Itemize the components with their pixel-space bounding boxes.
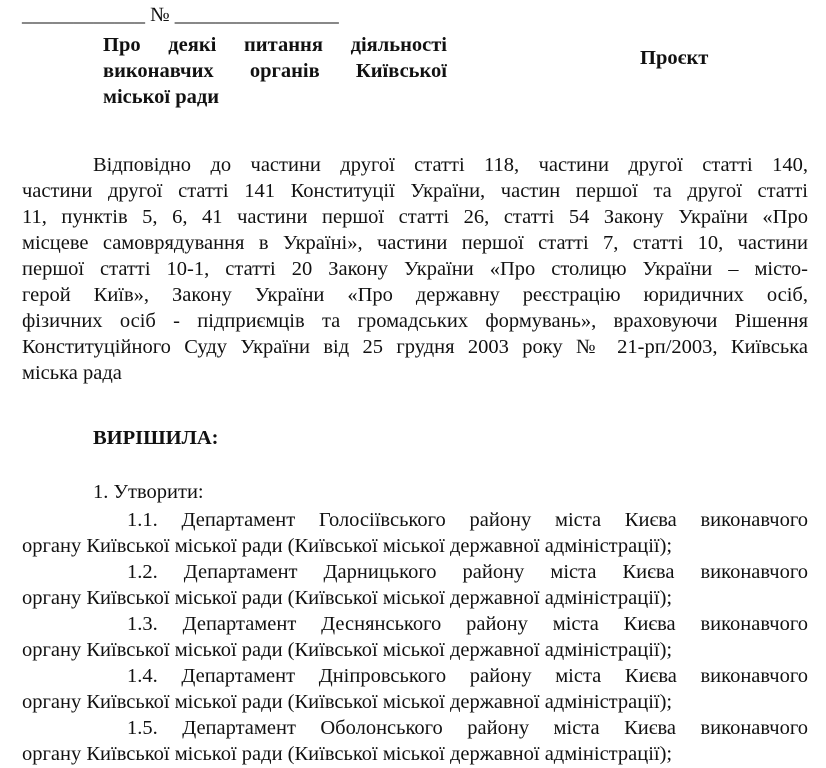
title-line: виконавчих органів Київської	[103, 60, 447, 82]
preamble-line: першої статті 10-1, статті 20 Закону України «Про столицю України – місто-	[22, 258, 808, 280]
subitem-3-line-1: 1.3. Департамент Деснянського району міста Києва виконавчого	[127, 613, 808, 635]
title-line: міської ради	[103, 86, 220, 108]
title-line: Про деякі питання діяльності	[103, 34, 447, 56]
item-1: 1. Утворити:	[93, 481, 204, 503]
subitem-5-line-1: 1.5. Департамент Оболонського району міста Києва виконавчого	[127, 717, 808, 739]
subitem-1-line-1: 1.1. Департамент Голосіївського району міста Києва виконавчого	[127, 509, 808, 531]
subitem-4-line-2: органу Київської міської ради (Київської міської державної адміністрації);	[22, 691, 673, 713]
preamble-line: міська рада	[22, 362, 122, 384]
preamble-line: Відповідно до частини другої статті 118, частини другої статті 140,	[93, 154, 808, 176]
subitem-2-line-2: органу Київської міської ради (Київської міської державної адміністрації);	[22, 587, 673, 609]
document-number-line: ____________ № ________________	[22, 4, 339, 26]
decision-heading: ВИРІШИЛА:	[93, 427, 219, 449]
preamble-line: місцеве самоврядування в Україні», частини першої статті 7, статті 10, частини	[22, 232, 808, 254]
draft-label: Проєкт	[640, 47, 709, 69]
subitem-5-line-2: органу Київської міської ради (Київської міської державної адміністрації);	[22, 743, 673, 765]
preamble-line: фізичних осіб - підприємців та громадських формувань», враховуючи Рішення	[22, 310, 808, 332]
subitem-3-line-2: органу Київської міської ради (Київської міської державної адміністрації);	[22, 639, 673, 661]
subitem-4-line-1: 1.4. Департамент Дніпровського району міста Києва виконавчого	[127, 665, 808, 687]
preamble-line: Конституційного Суду України від 25 грудня 2003 року № 21-рп/2003, Київська	[22, 336, 808, 358]
preamble-line: частини другої статті 141 Конституції України, частин першої та другої статті	[22, 180, 808, 202]
preamble-line: 11, пунктів 5, 6, 41 частини першої статті 26, статті 54 Закону України «Про	[22, 206, 808, 228]
subitem-1-line-2: органу Київської міської ради (Київської міської державної адміністрації);	[22, 535, 673, 557]
preamble-line: герой Київ», Закону України «Про державну реєстрацію юридичних осіб,	[22, 284, 808, 306]
subitem-2-line-1: 1.2. Департамент Дарницького району міста Києва виконавчого	[127, 561, 808, 583]
